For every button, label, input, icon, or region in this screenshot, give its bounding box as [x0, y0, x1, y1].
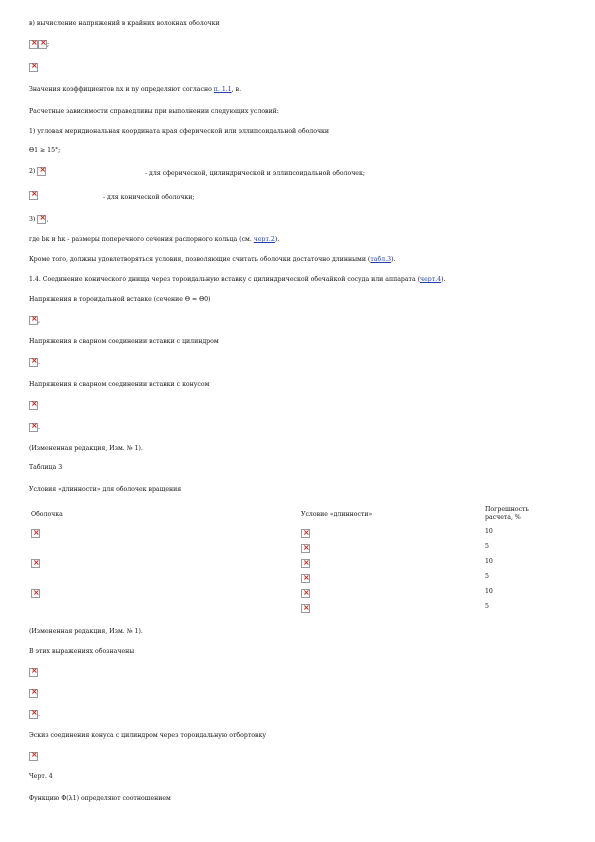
text-line: - для конической оболочки;	[103, 194, 195, 201]
table-cell-error: 10	[485, 558, 493, 565]
text-line: Напряжения в сварном соединении вставки с конусом	[29, 381, 210, 388]
broken-image-icon	[301, 529, 310, 538]
formula-row: ×,	[29, 316, 40, 325]
formula-row	[29, 40, 49, 49]
formula-row: ×.	[29, 423, 40, 432]
formula-row	[29, 63, 38, 72]
table-header-condition: Условие «длинности»	[301, 511, 373, 518]
broken-image-icon	[29, 423, 38, 432]
formula-row	[29, 668, 38, 677]
table-title: Условия «длинности» для оболочек вращения	[29, 486, 182, 493]
broken-image-icon	[29, 63, 38, 72]
text-line: Напряжения в тороидальной вставке (сечение Θ = Θ0)	[29, 296, 211, 303]
broken-image-icon	[29, 752, 38, 761]
broken-image-icon	[29, 668, 38, 677]
broken-image-icon	[301, 604, 310, 613]
text-line: в) вычисление напряжений в крайних волокнах оболочки	[29, 20, 220, 27]
text-line: Кроме того, должны удовлетворяться условия, позволяющие считать оболочки достаточно длинными (табл.3).	[29, 256, 396, 263]
formula-row	[29, 689, 38, 698]
table-caption: Таблица 3	[29, 464, 63, 471]
table-header-error: Погрешность расчета, %	[485, 506, 529, 521]
figure-caption: Черт. 4	[29, 773, 53, 780]
table-cell-error: 5	[485, 573, 489, 580]
text-line: В этих выражениях обозначены	[29, 648, 135, 655]
text-line: Напряжения в сварном соединении вставки с цилиндром	[29, 338, 219, 345]
broken-image-icon	[29, 710, 38, 719]
text-line: где bк и hк - размеры поперечного сечения распорного кольца (см. черт.2).	[29, 236, 280, 243]
table-cell-error: 5	[485, 543, 489, 550]
text-line: Функцию Φ(λ1) определяют соотношением	[29, 795, 171, 802]
broken-image-icon	[29, 401, 38, 410]
text-line: Расчетные зависимости справедливы при выполнении следующих условий:	[29, 108, 279, 115]
broken-image-icon	[301, 574, 310, 583]
text-line: 1.4. Соединение конического днища через тороидальную вставку с цилиндрической обечайкой сосуда или аппарата (черт.4).	[29, 276, 446, 283]
text-line: - для сферической, цилиндрической и эллипсоидальной оболочек;	[145, 170, 365, 177]
text-line: Θ1 ≥ 15°;	[29, 147, 61, 154]
table-header-shell: Оболочка	[31, 511, 63, 518]
broken-image-icon	[301, 559, 310, 568]
figure-placeholder	[29, 752, 38, 761]
broken-image-icon	[29, 358, 38, 367]
table-cell-error: 5	[485, 603, 489, 610]
broken-image-icon	[31, 529, 40, 538]
link-chert4[interactable]: черт.4	[420, 276, 442, 283]
formula-row	[29, 191, 38, 200]
broken-image-icon	[31, 559, 40, 568]
punct: ;	[47, 41, 50, 48]
broken-image-icon	[301, 544, 310, 553]
broken-image-icon	[301, 589, 310, 598]
condition-2: 2) ×	[29, 167, 46, 176]
text-line: Эскиз соединения конуса с цилиндром через тороидальную отбортовку	[29, 732, 266, 739]
table-cell-error: 10	[485, 588, 493, 595]
amendment-note: (Измененная редакция, Изм. № 1).	[29, 628, 143, 635]
broken-image-icon	[29, 191, 38, 200]
link-tabl3[interactable]: табл.3	[370, 256, 392, 263]
broken-image-icon	[38, 40, 50, 49]
broken-image-icon	[29, 40, 38, 49]
link-p11[interactable]: п. 1.1	[213, 86, 232, 93]
formula-row: ×.	[29, 358, 40, 367]
text-line: 1) угловая меридиональная координата края сферической или эллипсоидальной оболочки	[29, 128, 330, 135]
formula-row: ×.	[29, 710, 40, 719]
text-line: Значения коэффициентов nx и ny определяют согласно п. 1.1, в.	[29, 86, 242, 93]
broken-image-icon	[29, 689, 38, 698]
table-cell-error: 10	[485, 528, 493, 535]
formula-row	[29, 401, 38, 410]
broken-image-icon	[37, 215, 46, 224]
amendment-note: (Измененная редакция, Изм. № 1).	[29, 445, 143, 452]
link-chert2[interactable]: черт.2	[253, 236, 275, 243]
broken-image-icon	[29, 316, 38, 325]
condition-3: 3) × ,	[29, 215, 48, 224]
broken-image-icon	[37, 167, 46, 176]
broken-image-icon	[31, 589, 40, 598]
